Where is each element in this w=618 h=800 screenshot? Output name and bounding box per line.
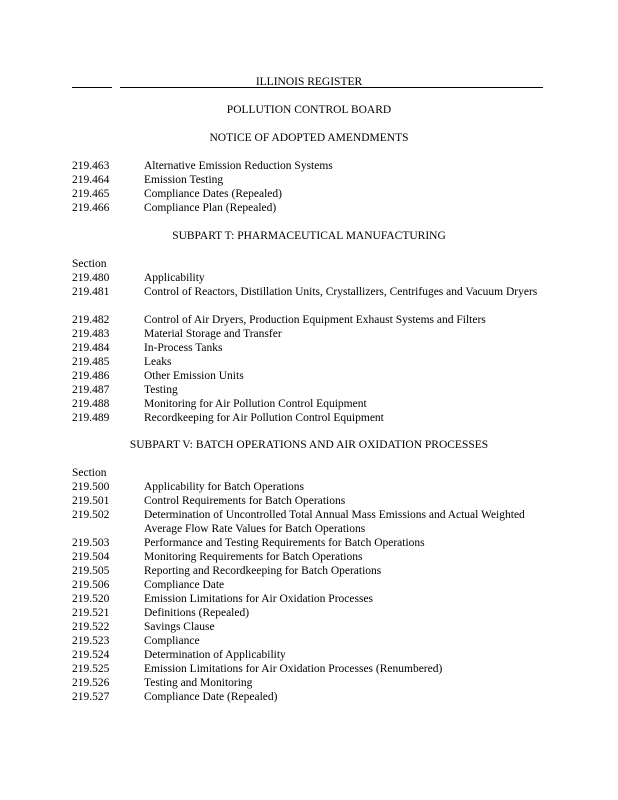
section-title: Material Storage and Transfer — [144, 328, 282, 340]
section-title: Emission Testing — [144, 174, 224, 186]
section-title: Testing — [144, 384, 178, 396]
section-title: Testing and Monitoring — [144, 677, 253, 689]
section-title: Monitoring for Air Pollution Control Equipment — [144, 398, 367, 410]
section-number: 219.465 — [72, 188, 110, 200]
section-title: Performance and Testing Requirements for Batch Operations — [144, 537, 425, 549]
section-number: 219.483 — [72, 328, 110, 340]
section-title: Other Emission Units — [144, 370, 244, 382]
section-title: Recordkeeping for Air Pollution Control Equipment — [144, 412, 384, 424]
section-title: Alternative Emission Reduction Systems — [144, 160, 333, 172]
section-title: Leaks — [144, 356, 172, 368]
section-number: 219.480 — [72, 272, 110, 284]
section-title: Reporting and Recordkeeping for Batch Operations — [144, 565, 382, 577]
section-title: Monitoring Requirements for Batch Operations — [144, 551, 363, 563]
section-title: Control Requirements for Batch Operations — [144, 495, 346, 507]
section-number: 219.523 — [72, 635, 110, 647]
subpart-v-heading: SUBPART V: BATCH OPERATIONS AND AIR OXIDATION PROCESSES — [129, 439, 489, 451]
section-title: In-Process Tanks — [144, 342, 223, 354]
section-title: Determination of Applicability — [144, 649, 286, 661]
register-title: ILLINOIS REGISTER — [255, 76, 363, 88]
section-number: 219.502 — [72, 509, 110, 521]
section-number: 219.488 — [72, 398, 110, 410]
section-number: 219.526 — [72, 677, 110, 689]
section-number: 219.487 — [72, 384, 110, 396]
section-number: 219.521 — [72, 607, 110, 619]
section-title: Control of Air Dryers, Production Equipment Exhaust Systems and Filters — [144, 314, 486, 326]
section-number: 219.481 — [72, 286, 110, 298]
section-title: Applicability for Batch Operations — [144, 481, 305, 493]
section-title: Definitions (Repealed) — [144, 607, 250, 619]
section-number: 219.527 — [72, 691, 110, 703]
section-number: 219.500 — [72, 481, 110, 493]
section-number: 219.505 — [72, 565, 110, 577]
subpart-v-section-label: Section — [72, 467, 107, 479]
section-number: 219.520 — [72, 593, 110, 605]
section-number: 219.464 — [72, 174, 110, 186]
board-name: POLLUTION CONTROL BOARD — [226, 104, 392, 116]
section-number: 219.489 — [72, 412, 110, 424]
section-number: 219.525 — [72, 663, 110, 675]
section-number: 219.485 — [72, 356, 110, 368]
section-title: Compliance Dates (Repealed) — [144, 188, 282, 200]
section-title: Control of Reactors, Distillation Units, Crystallizers, Centrifuges and Vacuum Dryers — [144, 286, 538, 298]
section-title: Compliance Date — [144, 579, 225, 591]
section-title: Emission Limitations for Air Oxidation Processes — [144, 593, 374, 605]
section-number: 219.503 — [72, 537, 110, 549]
section-title: Compliance Date (Repealed) — [144, 691, 278, 703]
section-number: 219.522 — [72, 621, 110, 633]
section-title: Compliance Plan (Repealed) — [144, 202, 277, 214]
section-number: 219.506 — [72, 579, 110, 591]
section-number: 219.524 — [72, 649, 110, 661]
notice-title: NOTICE OF ADOPTED AMENDMENTS — [209, 132, 409, 144]
section-number: 219.504 — [72, 551, 110, 563]
section-title: Emission Limitations for Air Oxidation Processes (Renumbered) — [144, 663, 443, 675]
section-title: Compliance — [144, 635, 200, 647]
section-number: 219.486 — [72, 370, 110, 382]
section-title: Applicability — [144, 272, 205, 284]
section-number: 219.501 — [72, 495, 110, 507]
section-title: Savings Clause — [144, 621, 215, 633]
section-number: 219.466 — [72, 202, 110, 214]
subpart-t-section-label: Section — [72, 258, 107, 270]
section-number: 219.482 — [72, 314, 110, 326]
section-number: 219.463 — [72, 160, 110, 172]
section-number: 219.484 — [72, 342, 110, 354]
section-title: Determination of Uncontrolled Total Annual Mass Emissions and Actual Weighted Average Flow Rate Values for Batch Operations — [144, 509, 525, 535]
subpart-t-heading: SUBPART T: PHARMACEUTICAL MANUFACTURING — [172, 230, 446, 242]
